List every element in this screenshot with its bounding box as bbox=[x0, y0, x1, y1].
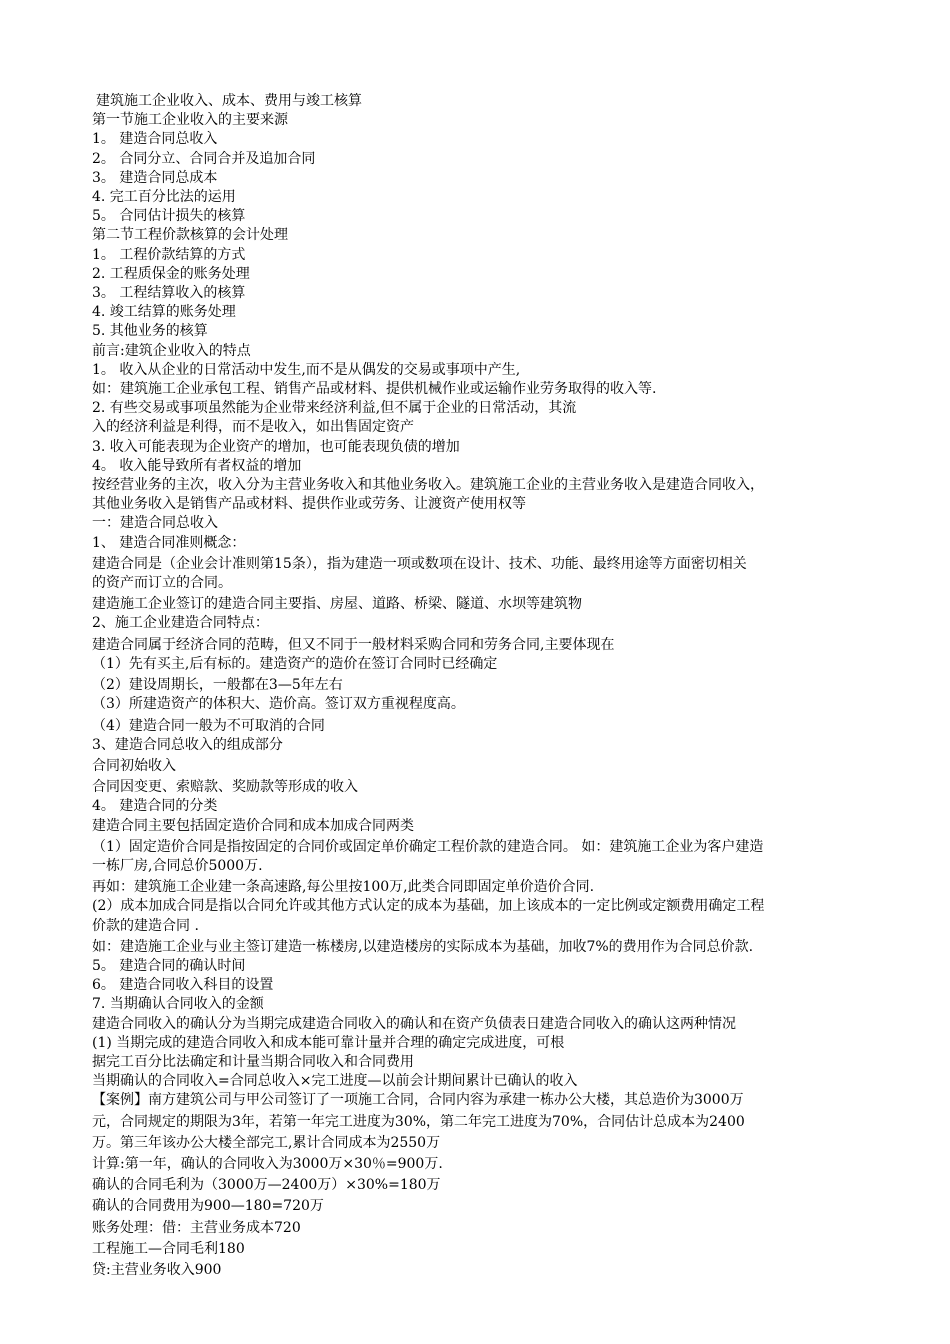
document-page bbox=[92, 92, 860, 1280]
outline-item: 2。 合同分立、合同合并及追加合同 bbox=[92, 150, 316, 167]
text-line: 3. 收入可能表现为企业资产的增加，也可能表现负债的增加 bbox=[92, 438, 460, 455]
text-line: 再如：建筑施工企业建一条高速路,每公里按100万,此类合同即固定单价造价合同. bbox=[92, 879, 595, 896]
entry-line: 账务处理：借：主营业务成本720 bbox=[92, 1219, 301, 1236]
calc-line: 确认的合同毛利为（3000万—2400万）×30%=180万 bbox=[92, 1177, 441, 1194]
text-line: 7. 当期确认合同收入的金额 bbox=[92, 996, 264, 1013]
text-line: 如：建造施工企业与业主签订建造一栋楼房,以建造楼房的实际成本为基础，加收7%的费用作为合同总价款. bbox=[92, 938, 754, 955]
outline-item: 3。 建造合同总成本 bbox=[92, 169, 218, 186]
formula-line: 当期确认的合同收入=合同总收入×完工进度—以前会计期间累计已确认的收入 bbox=[92, 1073, 578, 1090]
text-line: 合同因变更、索赔款、奖励款等形成的收入 bbox=[92, 779, 358, 796]
text-line: （2）建设周期长，一般都在3—5年左右 bbox=[92, 677, 343, 694]
text-line: 按经营业务的主次，收入分为主营业务收入和其他业务收入。建筑施工企业的主营业务收入是建造合同收入， bbox=[92, 477, 764, 494]
section-heading: 第一节施工企业收入的主要来源 bbox=[92, 112, 288, 129]
outline-item: 5。 合同估计损失的核算 bbox=[92, 208, 246, 225]
text-line: 1、 建造合同准则概念： bbox=[92, 534, 246, 551]
text-line: 6。 建造合同收入科目的设置 bbox=[92, 977, 274, 994]
text-line: （1）先有买主,后有标的。建造资产的造价在签订合同时已经确定 bbox=[92, 655, 498, 672]
outline-item: 5. 其他业务的核算 bbox=[92, 323, 208, 340]
text-line: 4。 建造合同的分类 bbox=[92, 798, 218, 815]
outline-item: 2. 工程质保金的账务处理 bbox=[92, 265, 250, 282]
case-line: 元，合同规定的期限为3年，若第一年完工进度为30%，第二年完工进度为70%，合同估计总成本为2400 bbox=[92, 1113, 745, 1130]
text-line: (2）成本加成合同是指以合同允许或其他方式认定的成本为基础，加上该成本的一定比例或定额费用确定工程 bbox=[92, 898, 765, 915]
text-line: 建造施工企业签订的建造合同主要指、房屋、道路、桥梁、隧道、水坝等建筑物 bbox=[92, 596, 582, 613]
case-line: 万。第三年该办公大楼全部完工,累计合同成本为2550万 bbox=[92, 1134, 441, 1151]
outline-item: 3。 工程结算收入的核算 bbox=[92, 285, 246, 302]
text-line: 2. 有些交易或事项虽然能为企业带来经济利益,但不属于企业的日常活动，其流 bbox=[92, 400, 577, 417]
text-line: 建造合同主要包括固定造价合同和成本加成合同两类 bbox=[92, 817, 414, 834]
text-line: 其他业务收入是销售产品或材料、提供作业或劳务、让渡资产使用权等 bbox=[92, 496, 526, 513]
text-line: （1）固定造价合同是指按固定的合同价或固定单价确定工程价款的建造合同。 如：建筑施工企业为客户建造 bbox=[92, 838, 764, 855]
text-line: 1。 收入从企业的日常活动中发生,而不是从偶发的交易或事项中产生, bbox=[92, 361, 521, 378]
section-heading: 第二节工程价款核算的会计处理 bbox=[92, 227, 288, 244]
text-line: 建造合同属于经济合同的范畴，但又不同于一般材料采购合同和劳务合同,主要体现在 bbox=[92, 636, 615, 653]
text-line: (1) 当期完成的建造合同收入和成本能可靠计量并合理的确定完成进度，可根 bbox=[92, 1034, 565, 1051]
text-line: （3）所建造资产的体积大、造价高。签订双方重视程度高。 bbox=[92, 696, 465, 713]
text-line: 入的经济利益是利得，而不是收入，如出售固定资产 bbox=[92, 419, 414, 436]
text-line: 价款的建造合同 . bbox=[92, 917, 199, 934]
case-line: 【案例】南方建筑公司与甲公司签订了一项施工合同，合同内容为承建一栋办公大楼，其总造价为3000万 bbox=[92, 1092, 744, 1109]
entry-line: 工程施工—合同毛利180 bbox=[92, 1240, 245, 1257]
text-line: 建造合同是（企业会计准则第15条），指为建造一项或数项在设计、技术、功能、最终用途等方面密切相关 bbox=[92, 555, 747, 572]
text-line: 合同初始收入 bbox=[92, 757, 176, 774]
calc-line: 确认的合同费用为900—180=720万 bbox=[92, 1198, 324, 1215]
text-line: 的资产而订立的合同。 bbox=[92, 575, 232, 592]
text-line: 据完工百分比法确定和计量当期合同收入和合同费用 bbox=[92, 1053, 414, 1070]
text-line: 一栋厂房,合同总价5000万. bbox=[92, 857, 263, 874]
paragraph-heading: 前言:建筑企业收入的特点 bbox=[92, 342, 251, 359]
outline-item: 1。 建造合同总收入 bbox=[92, 131, 218, 148]
outline-item: 4. 竣工结算的账务处理 bbox=[92, 304, 236, 321]
text-line: 如：建筑施工企业承包工程、销售产品或材料、提供机械作业或运输作业劳务取得的收入等. bbox=[92, 381, 657, 398]
paragraph-heading: 一：建造合同总收入 bbox=[92, 515, 218, 532]
text-line: （4）建造合同一般为不可取消的合同 bbox=[92, 717, 325, 734]
outline-item: 4. 完工百分比法的运用 bbox=[92, 189, 236, 206]
text-line: 5。 建造合同的确认时间 bbox=[92, 957, 246, 974]
outline-item: 1。 工程价款结算的方式 bbox=[92, 246, 246, 263]
calc-line: 计算:第一年，确认的合同收入为3000万×30％=900万. bbox=[92, 1155, 443, 1172]
text-line: 建造合同收入的确认分为当期完成建造合同收入的确认和在资产负债表日建造合同收入的确认这两种情况 bbox=[92, 1015, 736, 1032]
text-line: 4。 收入能导致所有者权益的增加 bbox=[92, 457, 302, 474]
entry-line: 贷:主营业务收入900 bbox=[92, 1261, 222, 1278]
document-title: 建筑施工企业收入、成本、费用与竣工核算 bbox=[96, 93, 362, 109]
text-line: 2、施工企业建造合同特点： bbox=[92, 615, 269, 632]
text-line: 3、建造合同总收入的组成部分 bbox=[92, 736, 283, 753]
